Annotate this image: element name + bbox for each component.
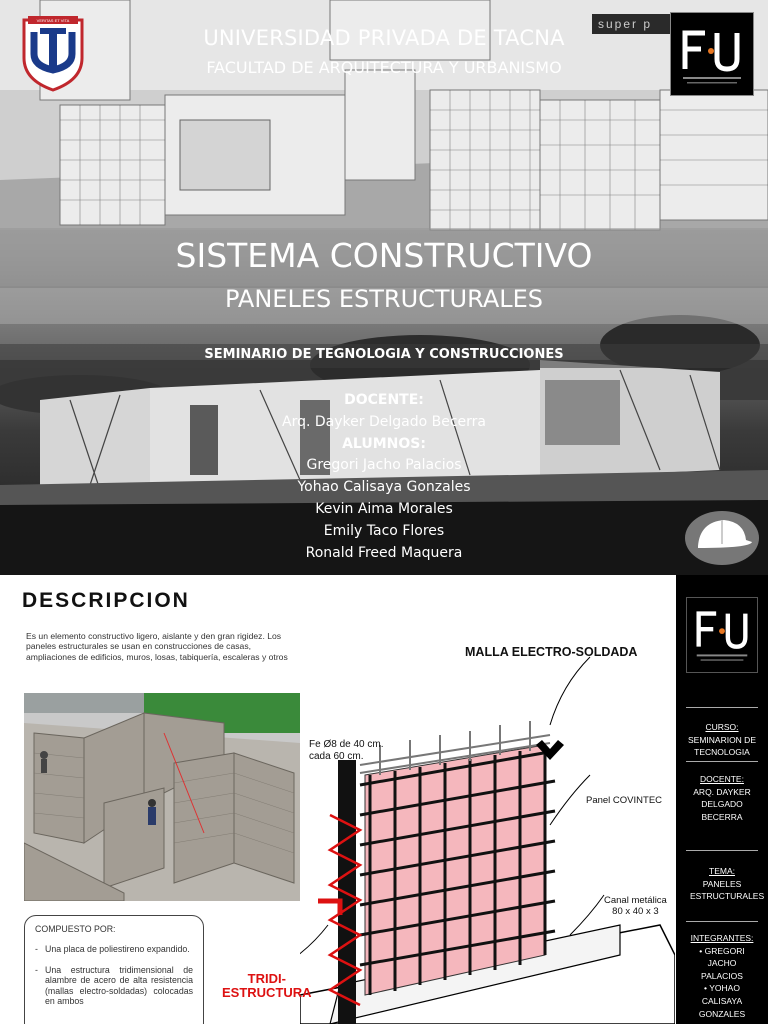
docente-name: Arq. Dayker Delgado Becerra [282, 413, 486, 430]
alumno-name: Ronald Freed Maquera [305, 544, 463, 561]
integrantes-section [676, 932, 768, 1020]
helmet-icon [684, 508, 760, 566]
integrante: • GREGORI JACHO PALACIOS [699, 945, 745, 981]
compuesto-box [24, 915, 204, 1024]
alumnos-label: ALUMNOS: [342, 435, 426, 452]
faculty-logo [686, 597, 758, 673]
compuesto-title: COMPUESTO POR: [35, 924, 116, 934]
panel-walls-photo [24, 693, 300, 901]
integrante: • YOHAO CALISAYA GONZALES [698, 983, 746, 1019]
credits [0, 390, 768, 564]
panel-section-diagram [300, 625, 675, 1024]
main-subtitle: PANELES ESTRUCTURALES [224, 285, 544, 313]
divider [686, 761, 758, 762]
malla-label: MALLA ELECTRO-SOLDADA [465, 645, 638, 659]
curso-label: CURSO: [705, 722, 739, 732]
main-title: SISTEMA CONSTRUCTIVO [175, 236, 593, 275]
curso-section [676, 721, 768, 759]
alumno-name: Yohao Calisaya Gonzales [297, 479, 471, 496]
info-sidebar [676, 575, 768, 1024]
alumno-name: Kevin Aima Morales [315, 500, 453, 517]
university-name: UNIVERSIDAD PRIVADA DE TACNA [203, 26, 565, 50]
integrantes-label: INTEGRANTES: [690, 933, 754, 943]
fe-line: Fe Ø8 de 40 cm. [309, 739, 384, 750]
canal-line: Canal metálica [604, 895, 667, 906]
faculty-name: FACULTAD DE ARQUITECTURA Y URBANISMO [206, 58, 562, 77]
integrante-name: GREGORI JACHO PALACIOS [701, 945, 745, 981]
description-slide [0, 575, 768, 1024]
faculty-logo [670, 12, 754, 96]
canal-line: 80 x 40 x 3 [612, 906, 659, 917]
brand-mark: super p [592, 14, 682, 34]
list-item: - Una estructura tridimensional de alambre de acero de alta resistencia (mallas electro-soldadas) colocadas en ambos [35, 965, 193, 1007]
divider [686, 707, 758, 708]
seminar-title: SEMINARIO DE TEGNOLOGIA Y CONSTRUCCIONES [204, 347, 564, 362]
tema-section [676, 865, 768, 903]
alumno-name: Gregori Jacho Palacios [306, 457, 462, 474]
intro-text: Es un elemento constructivo ligero, aislante y den gran rigidez. Los paneles estructurales se usan en construcciones de casas, ampliaciones de edificios, muros, losas, tabiquería, escaleras y otros [26, 631, 288, 662]
divider [686, 850, 758, 851]
logo-motto: VERITAS ET VITA [36, 18, 70, 23]
tridi-line: ESTRUCTURA [222, 985, 312, 1000]
docente-value: ARQ. DAYKER DELGADO BECERRA [693, 786, 751, 822]
alumno-name: Emily Taco Flores [323, 522, 445, 539]
list-item: - Una placa de poliestireno expandido. [35, 944, 193, 955]
canal-label [604, 895, 667, 917]
curso-value: SEMINARION DE TECNOLOGIA [687, 734, 756, 758]
slide-heading: DESCRIPCION [22, 589, 190, 612]
docente-section [676, 773, 768, 823]
tema-label: TEMA: [709, 866, 735, 876]
tridi-line: TRIDI- [247, 971, 286, 986]
tridi-label [222, 972, 312, 1000]
integrante-name: YOHAO CALISAYA GONZALES [698, 983, 746, 1019]
docente-label: DOCENTE: [344, 392, 424, 408]
compuesto-list [35, 944, 193, 1007]
divider [686, 921, 758, 922]
fe-line: cada 60 cm. [309, 751, 364, 762]
docente-label: DOCENTE: [700, 774, 744, 784]
covintec-label: Panel COVINTEC [586, 795, 663, 806]
fe-label [309, 739, 383, 763]
tema-value: PANELES ESTRUCTURALES [690, 878, 765, 902]
